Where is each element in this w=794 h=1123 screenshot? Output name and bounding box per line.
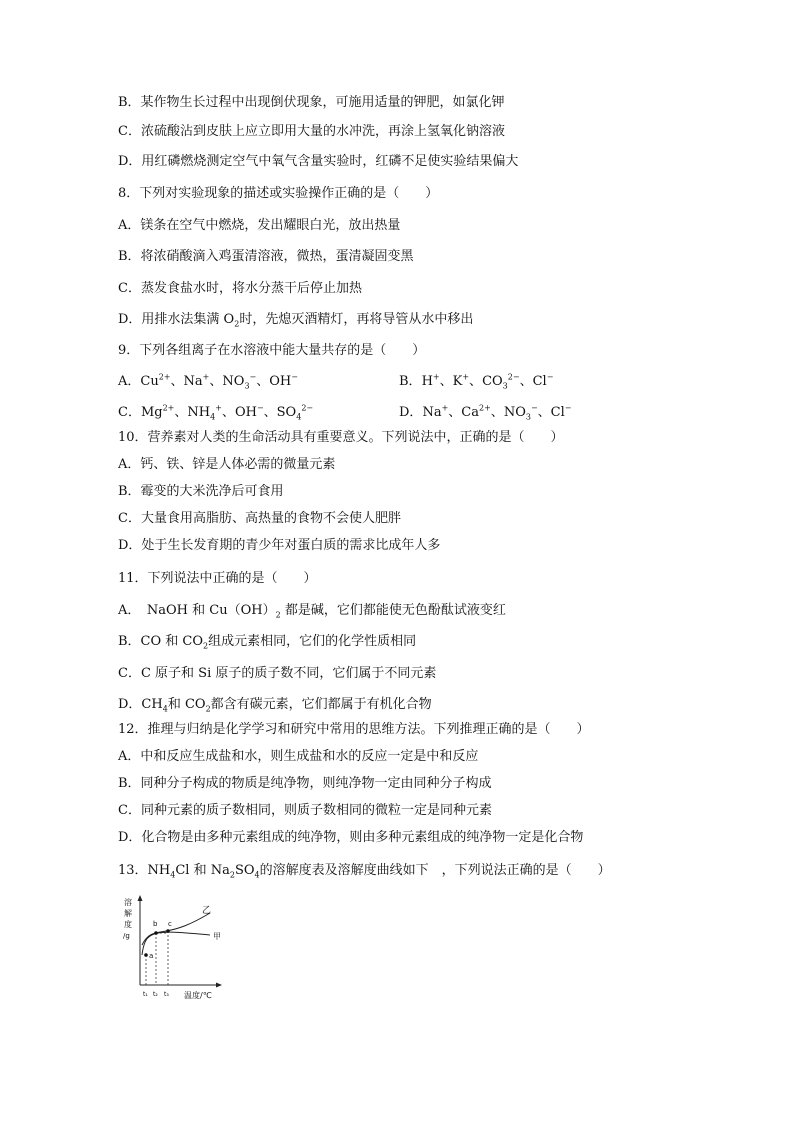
q7-option-b: B．某作物生长过程中出现倒伏现象，可施用适量的钾肥，如氯化钾 [118,95,505,110]
q11-option-b: B．CO 和 $CO_2$组成元素相同，它们的化学性质相同 [118,634,417,651]
point-a [144,953,148,957]
q10-option-d: D．处于生长发育期的青少年对蛋白质的需求比成年人多 [118,538,441,553]
q9-option-a: A．$Cu^{2+}$、Na+、$NO_3^-$、OH− [118,372,298,391]
y-axis-arrow [138,895,143,901]
q11-option-a: A． NaOH 和 $Cu(OH)_2$ 都是碱，它们都能使无色酚酞试液变红 [118,603,506,620]
y-label-char-3: 度 [124,920,132,929]
series-label-yi: 乙 [202,906,212,916]
q10-option-a: A．钙、铁、锌是人体必需的微量元素 [118,457,336,472]
x-tick-t3: t₃ [164,991,169,998]
q12-option-b: B．同种分子构成的物质是纯净物，则纯净物一定由同种分子构成 [118,776,492,791]
y-label-char-4: /g [123,932,130,940]
y-label-char-2: 解 [124,909,132,918]
point-label-b: b [153,920,158,928]
q12-option-c: C．同种元素的质子数相同，则质子数相同的微粒一定是同种元素 [118,803,492,818]
point-c [166,929,170,933]
y-label-char-1: 溶 [124,898,132,907]
point-label-a: a [149,952,154,960]
q7-option-c: C．浓硫酸沾到皮肤上应立即用大量的水冲洗，再涂上氢氧化钠溶液 [118,124,505,139]
point-b [154,931,158,935]
q7-option-d: D．用红磷燃烧测定空气中氧气含量实验时，红磷不足使实验结果偏大 [118,154,519,169]
q11-option-d: D．$CH_4$和 $CO_2$都含有碳元素，它们都属于有机化合物 [118,697,432,714]
q12-option-d: D．化合物是由多种元素组成的纯净物，则由多种元素组成的纯净物一定是化合物 [118,830,584,845]
q11-stem: 11．下列说法中正确的是（ ） [118,571,317,586]
q9-option-d: D．Na+、$Ca^{2+}$、$NO_3^-$、Cl− [399,403,572,422]
solubility-chart [118,893,238,1005]
q10-stem: 10．营养素对人类的生命活动具有重要意义。下列说法中，正确的是（ ） [118,430,564,445]
x-tick-t1: t₁ [143,991,148,998]
q8-option-b: B．将浓硝酸滴入鸡蛋清溶液，微热，蛋清凝固变黑 [118,249,414,264]
q8-stem: 8．下列对实验现象的描述或实验操作正确的是（ ） [118,186,439,201]
q12-option-a: A．中和反应生成盐和水，则生成盐和水的反应一定是中和反应 [118,749,479,764]
point-label-c: c [168,920,172,928]
x-tick-t2: t₂ [153,991,158,998]
q11-option-c: C．C 原子和 Si 原子的质子数不同，它们属于不同元素 [118,666,437,681]
q8-option-d: D．用排水法集满 $O_2$时，先熄灭酒精灯，再将导管从水中移出 [118,312,474,329]
q9-stem: 9．下列各组离子在水溶液中能大量共存的是（ ） [118,343,426,358]
series-label-jia: 甲 [213,932,221,941]
curve-yi [142,913,210,945]
q13-stem: 13．$NH_4Cl$ 和 $Na_2SO_4$的溶解度表及溶解度曲线如下 ，下列说法正确的是（ ） [118,863,611,880]
q9-option-c: C．$Mg^{2+}$、$NH_4^+$、OH−、$SO_4^{2-}$ [118,403,314,422]
x-axis-title: 温度/℃ [184,991,212,1000]
q10-option-b: B．霉变的大米洗净后可食用 [118,484,284,499]
q8-option-a: A．镁条在空气中燃烧，发出耀眼白光，放出热量 [118,218,401,233]
q12-stem: 12．推理与归纳是化学学习和研究中常用的思维方法。下列推理正确的是（ ） [118,722,590,737]
x-axis-arrow [216,983,222,988]
q9-option-b: B．H+、K+、$CO_3^{2-}$、Cl− [399,372,554,391]
q10-option-c: C．大量食用高脂肪、高热量的食物不会使人肥胖 [118,511,401,526]
q8-option-c: C．蒸发食盐水时，将水分蒸干后停止加热 [118,281,362,296]
